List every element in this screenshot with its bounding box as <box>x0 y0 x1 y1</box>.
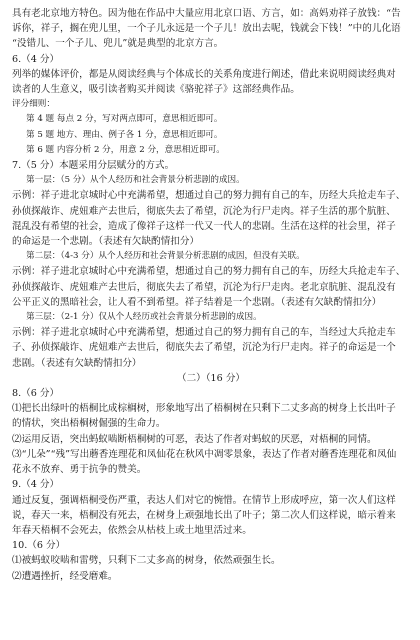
text-line: ⑵运用反语，突出蚂蚁啮断梧桐树的可恶，表达了作者对蚂蚁的厌恶，对梧桐的同情。 <box>12 433 377 445</box>
text-line: 读者的人生意义，吸引读者购买并阅读《骆驼祥子》这部经典作品。 <box>12 84 300 96</box>
text-line: 说，春天一来，梧桐没有死去，在树身上顽强地长出了叶子；第二次人们这样说，暗示着来 <box>12 509 396 521</box>
text-line: 孙侦探敲诈、虎妞难产去世后，彻底失去了希望，沉沦为行尸走肉。祥子生活的那个肮脏、 <box>12 205 396 217</box>
scoring-rule: 第 6 题 内容分析 2 分，用意 2 分，意思相近即可。 <box>26 144 225 155</box>
text-line: 的情状，突出梧桐树倔强的生命力。 <box>12 418 166 430</box>
text-line: ⑶“儿朵”“残”写出蘑香连理花和凤仙花在秋风中凋零景象，表达了作者对蘑香连理花和凤仙 <box>12 448 397 460</box>
text-line: ⑴被蚂蚁咬啮和雷劈，只剩下二丈多高的树身，依然顽强生长。 <box>12 555 281 567</box>
tier-heading: 第一层：（5 分）从个人经历和社会背景分析悲剧的成因。 <box>26 175 245 186</box>
scoring-rule: 第 4 题 每点 2 分，写对两点即可，意思相近即可。 <box>26 114 223 125</box>
text-line: 年春天梧桐不会死去，依然会从枯枝上或土地里活过来。 <box>12 524 252 536</box>
text-line: 孙侦探敲诈、虎妞难产去世后，彻底失去了希望，沉沦为行尸走肉。老北京肮脏、混乱没有 <box>12 281 396 293</box>
text-line: 的命运是一个悲剧。（表述有欠缺酌情扣分） <box>12 236 200 248</box>
text-line: 诉你，祥子，搁在兜儿里，一个子儿永远是一个子儿！放出去呢，钱就会下钱！”中的儿化语 <box>12 23 401 35</box>
text-line: “没错儿、一个子儿、兜儿”就是典型的北京方言。 <box>12 38 224 50</box>
scoring-rule: 第 5 题 地方、理由、例子各 1 分，意思相近即可。 <box>26 129 223 140</box>
tier-heading: 第二层：（4-3 分）从个人经历和社会背景分析悲剧的成因，但没有关联。 <box>26 251 305 262</box>
question-number: 8.（6 分） <box>12 388 60 400</box>
text-line: 具有老北京地方特色。因为他在作品中大量应用北京口语、方言，如：高妈劝祥子放钱：“告 <box>12 8 401 19</box>
text-line: 示例：祥子进北京城时心中充满希望，想通过自己的努力拥有自己的车，历经大兵抢走车子、 <box>12 190 406 202</box>
text-line: 列举的媒体评价，都是从阅读经典与个体成长的关系角度进行阐述，借此来说明阅读经典对 <box>12 68 396 80</box>
text-line: 示例：祥子进北京城时心中充满希望，想通过自己的努力拥有自己的车，当经过大兵抢走车 <box>12 327 396 339</box>
section-heading: （二）（16 分） <box>176 372 246 384</box>
text-line: 通过反复，强调梧桐受伤严重，表达人们对它的惋惜。在情节上形成呼应，第一次人们这样 <box>12 494 396 506</box>
tier-heading: 第三层：（2-1 分）仅从个人经历或社会背景分析悲剧的成因。 <box>26 312 262 323</box>
text-line: 公平正义的黑暗社会，让人看不到希望。祥子结着是一个悲剧。（表述有欠缺酌情扣分） <box>12 296 382 308</box>
text-line: 混乱没有希望的社会，造成了像祥子这样一代又一代人的悲剧。生活在这样的社会里，祥子 <box>12 220 396 232</box>
question-number: 7.（5 分）本题采用分层赋分的方式。 <box>12 160 175 172</box>
text-line: 悲剧。（表述有欠缺酌情扣分） <box>12 357 142 369</box>
question-number: 10.（6 分） <box>12 540 66 552</box>
question-number: 6.（4 分） <box>12 53 60 65</box>
question-number: 9.（4 分） <box>12 479 60 491</box>
text-line: ⑵遭遇挫折，经受磨难。 <box>12 570 118 582</box>
text-line: 子、孙侦探敲诈、虎妞难产去世后，彻底失去了希望，沉沦为行尸走肉。祥子的命运是一个 <box>12 342 396 354</box>
text-line: 示例：祥子进北京城时心中充满希望，想通过自己的努力拥有自己的车，历经大兵抢走车子、 <box>12 266 406 278</box>
text-line: 花永不放弃、勇于抗争的赞美。 <box>12 464 147 476</box>
scoring-rules-heading: 评分细则： <box>12 99 55 110</box>
text-line: ⑴把长出绿叶的梧桐比成棕榈树，形象地写出了梧桐树在只剩下二丈多高的树身上长出叶子 <box>12 403 396 415</box>
